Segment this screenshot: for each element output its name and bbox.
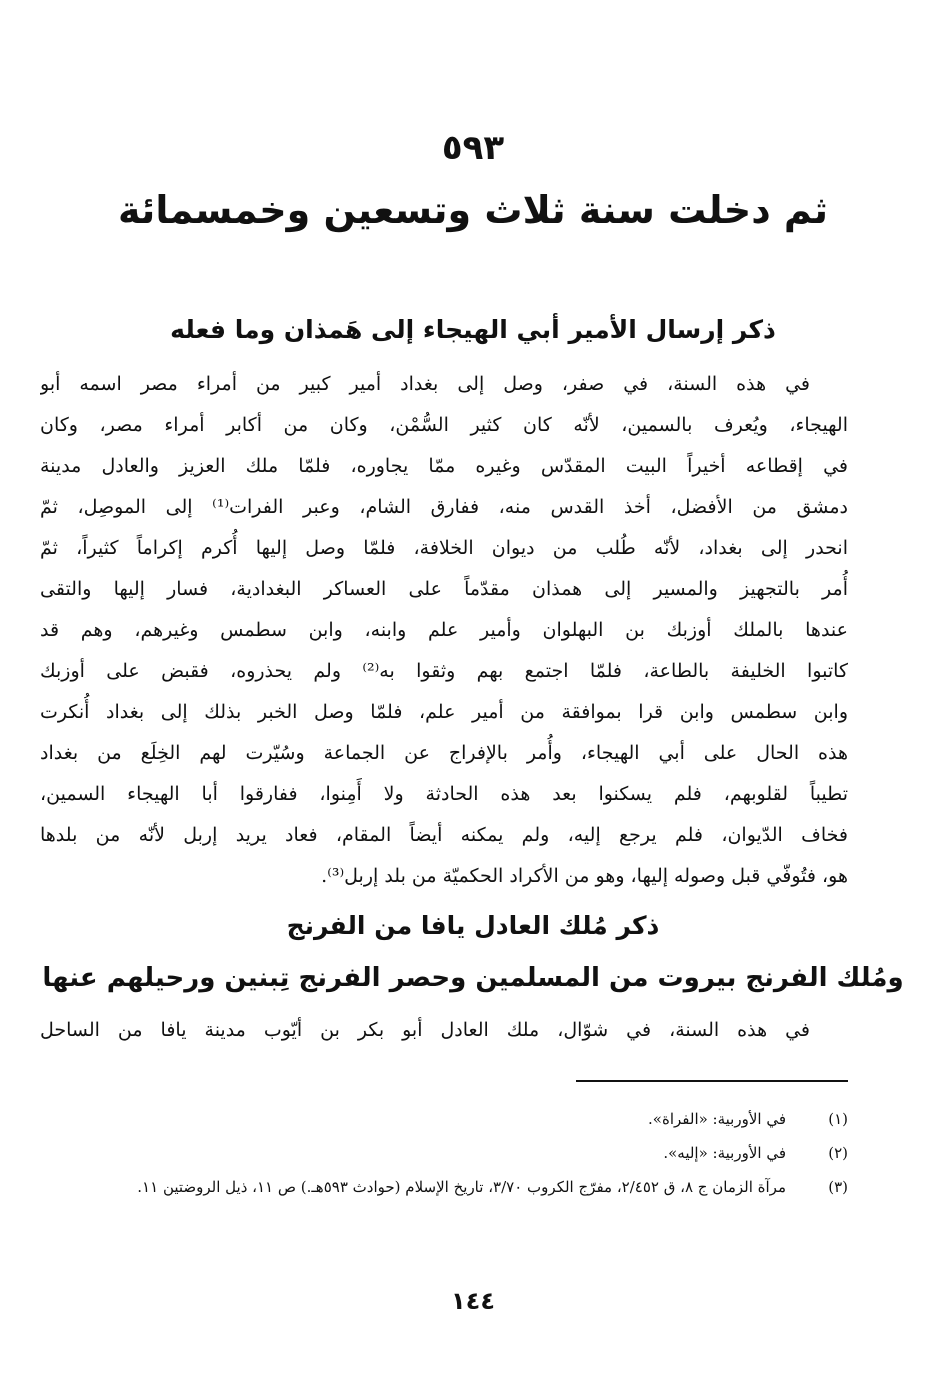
footnote xyxy=(40,1170,848,1204)
text-line: وابن سطمس وابن قرا بموافقة من أمير علم، فلمّا وصل الخبر بذلك إلى بغداد أُنكرت xyxy=(40,701,848,723)
footnote-text: في الأوربية: «إليه». xyxy=(663,1144,786,1162)
section-2-body xyxy=(40,1010,848,1051)
footnote-divider xyxy=(576,1080,848,1082)
text-line: أُمر بالتجهيز والمسير إلى همذان مقدّماً على العساكر البغدادية، فسار إليها والتقى xyxy=(40,578,848,600)
page-number: ١٤٤ xyxy=(451,1287,495,1315)
text-line: في هذه السنة، في شوّال، ملك العادل أبو بكر بن أيّوب مدينة يافا من الساحل xyxy=(40,1019,810,1041)
text-line: تطيباً لقلوبهم، فلم يسكنوا بعد هذه الحادثة ولا أَمِنوا، ففارقوا أبا الهيجاء السمين، xyxy=(40,783,848,805)
year-number: ٥٩٣ xyxy=(441,128,505,168)
text-line: هذه الحال على أبي الهيجاء، وأُمر بالإفراج عن الجماعة وسُيّرت لهم الخِلَع من بغداد xyxy=(40,742,848,764)
text-line: عندها بالملك أوزبك بن البهلوان وأمير علم وابنه، وابن سطمس وغيرهم، وهم قد xyxy=(40,619,848,641)
footnote xyxy=(40,1102,848,1136)
footnotes xyxy=(40,1102,848,1204)
chapter-title: ثم دخلت سنة ثلاث وتسعين وخمسمائة xyxy=(118,188,828,232)
footnote-number: (١) xyxy=(828,1110,848,1128)
footnote xyxy=(40,1136,848,1170)
footnote-text: في الأوربية: «الفراة». xyxy=(648,1110,786,1128)
text-line: دمشق من الأفضل، أخذ القدس منه، ففارق الشام، وعبر الفرات⁽¹⁾ إلى الموصِل، ثمّ xyxy=(40,496,848,518)
section-heading-2-line-1: ذكر مُلك العادل يافا من الفرنج xyxy=(286,911,660,940)
text-line: كاتبوا الخليفة بالطاعة، فلمّا اجتمع بهم وثقوا به⁽²⁾ ولم يحذروه، فقبض على أوزبك xyxy=(40,660,848,682)
section-heading-2-line-2: ومُلك الفرنج بيروت من المسلمين وحصر الفرنج تِبنين ورحيلهم عنها xyxy=(42,963,904,993)
footnote-text: مرآة الزمان ج ٨، ق ٢/٤٥٢، مفرّج الكروب ٣/٧٠، تاريخ الإسلام (حوادث ٥٩٣هـ.) ص ١١، ذيل الروضتين ١١. xyxy=(137,1178,786,1196)
footnote-number: (٣) xyxy=(828,1178,848,1196)
footnote-number: (٢) xyxy=(828,1144,848,1162)
text-line: انحدر إلى بغداد، لأنّه طُلب من ديوان الخلافة، فلمّا وصل إليها أُكرم إكراماً كثيراً، ثمّ xyxy=(40,537,848,559)
text-line: الهيجاء، ويُعرف بالسمين، لأنّه كان كثير السُّمْن، وكان من أكابر أمراء مصر، وكان xyxy=(40,414,848,436)
text-line: هو، فتُوفّي قبل وصوله إليها، وهو من الأكراد الحكميّة من بلد إربل⁽³⁾. xyxy=(321,865,848,887)
text-line: في هذه السنة، في صفر، وصل إلى بغداد أمير كبير من أمراء مصر اسمه أبو xyxy=(40,373,810,395)
section-1-body xyxy=(40,364,848,897)
text-line: في إقطاعه أخيراً البيت المقدّس وغيره ممّا يجاوره، فلمّا ملك العزيز والعادل مدينة xyxy=(40,455,848,477)
text-line: فخاف الدّيوان، فلم يرجع إليه، ولم يمكنه أيضاً المقام، فعاد يريد إربل لأنّه من بلدها xyxy=(40,824,848,846)
section-heading-1: ذكر إرسال الأمير أبي الهيجاء إلى هَمذان وما فعله xyxy=(170,315,776,344)
